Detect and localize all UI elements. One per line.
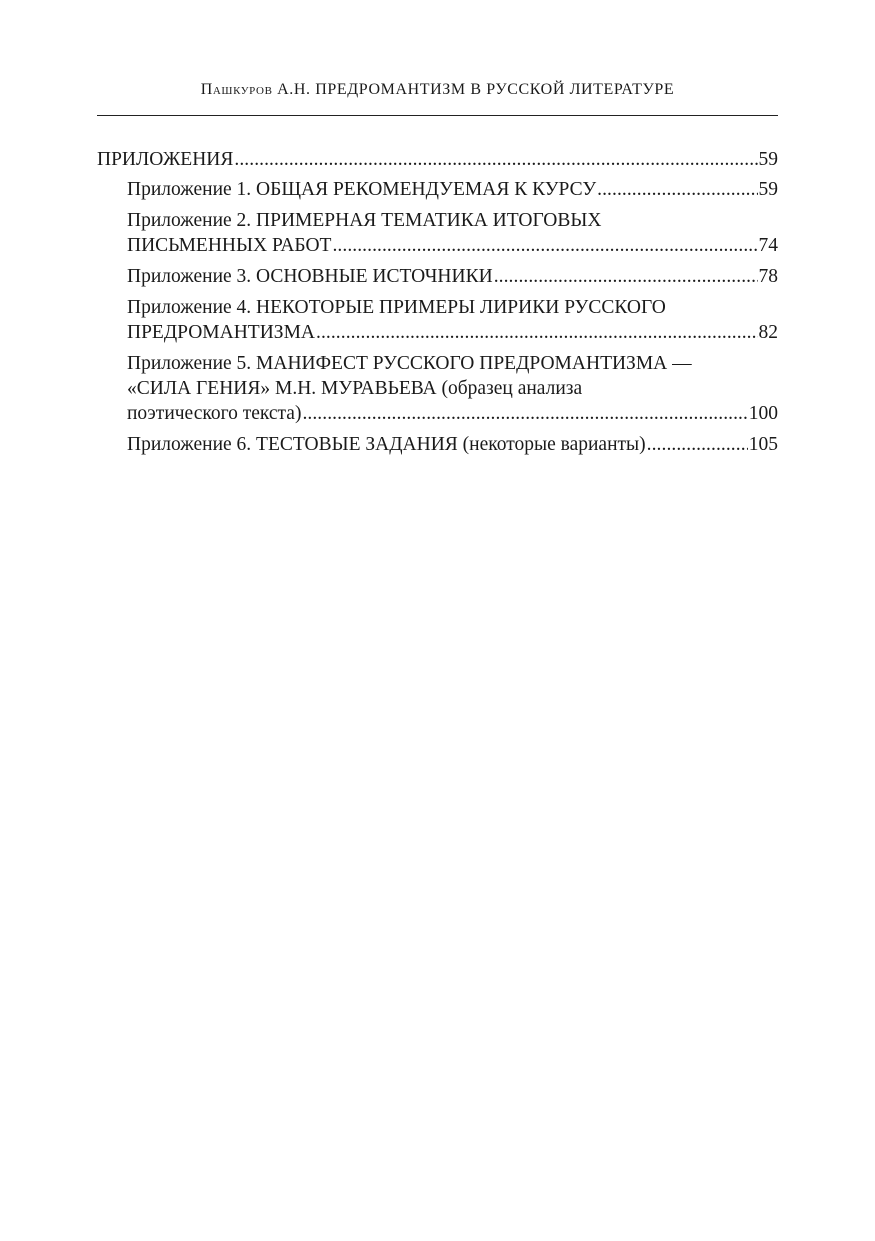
header-author: Пашкуров bbox=[200, 81, 273, 98]
toc-entry-last-line bbox=[127, 264, 778, 289]
toc-entry-appendix-6[interactable] bbox=[97, 432, 778, 457]
toc-entry-line: Приложение 5. МАНИФЕСТ РУССКОГО ПРЕДРОМАНТИЗМА — bbox=[127, 353, 692, 374]
header-divider bbox=[97, 115, 778, 116]
toc-entry-title: Приложение 6. ТЕСТОВЫЕ ЗАДАНИЯ (некоторые варианты) bbox=[127, 434, 646, 455]
toc-page-number: 74 bbox=[758, 235, 778, 256]
dot-leader bbox=[234, 147, 757, 172]
toc-entry-appendix-5[interactable] bbox=[97, 351, 778, 426]
toc-page-number: 59 bbox=[758, 149, 778, 170]
toc-entry-title: ПРИЛОЖЕНИЯ bbox=[97, 149, 234, 170]
toc-entry-title: Приложение 3. ОСНОВНЫЕ ИСТОЧНИКИ bbox=[127, 266, 493, 287]
dot-leader bbox=[597, 177, 757, 202]
toc-page-number: 100 bbox=[748, 403, 778, 424]
dot-leader bbox=[332, 233, 757, 258]
toc-entry-last-line bbox=[127, 432, 778, 457]
table-of-contents bbox=[97, 147, 778, 463]
toc-page-number: 105 bbox=[748, 434, 778, 455]
header-title: А.Н. ПРЕДРОМАНТИЗМ В РУССКОЙ ЛИТЕРАТУРЕ bbox=[277, 81, 675, 98]
dot-leader bbox=[494, 264, 758, 289]
dot-leader bbox=[316, 320, 758, 345]
toc-entry-last-line bbox=[127, 233, 778, 258]
toc-entry-last-line bbox=[97, 147, 778, 172]
toc-entry-appendix-1[interactable] bbox=[97, 177, 778, 202]
toc-entry-last-line bbox=[127, 401, 778, 426]
toc-entry-title: поэтического текста) bbox=[127, 403, 302, 424]
toc-entry-appendix-2[interactable] bbox=[97, 208, 778, 258]
toc-entry-appendix-3[interactable] bbox=[97, 264, 778, 289]
dot-leader bbox=[647, 432, 748, 457]
toc-entry-title: ПРЕДРОМАНТИЗМА bbox=[127, 322, 315, 343]
toc-entry-appendix-4[interactable] bbox=[97, 295, 778, 345]
toc-entry-line: «СИЛА ГЕНИЯ» М.Н. МУРАВЬЕВА (образец анализа bbox=[127, 378, 583, 399]
toc-entry-appendices[interactable] bbox=[97, 147, 778, 172]
toc-entry-last-line bbox=[127, 177, 778, 202]
toc-entry-title: Приложение 1. ОБЩАЯ РЕКОМЕНДУЕМАЯ К КУРСУ bbox=[127, 179, 597, 200]
running-header bbox=[97, 80, 778, 100]
toc-entry-line: Приложение 2. ПРИМЕРНАЯ ТЕМАТИКА ИТОГОВЫХ bbox=[127, 210, 602, 231]
toc-page-number: 59 bbox=[758, 179, 778, 200]
toc-entry-last-line bbox=[127, 320, 778, 345]
toc-page-number: 78 bbox=[758, 266, 778, 287]
dot-leader bbox=[302, 401, 747, 426]
toc-entry-line: Приложение 4. НЕКОТОРЫЕ ПРИМЕРЫ ЛИРИКИ РУССКОГО bbox=[127, 297, 666, 318]
toc-entry-title: ПИСЬМЕННЫХ РАБОТ bbox=[127, 235, 332, 256]
toc-page-number: 82 bbox=[758, 322, 778, 343]
